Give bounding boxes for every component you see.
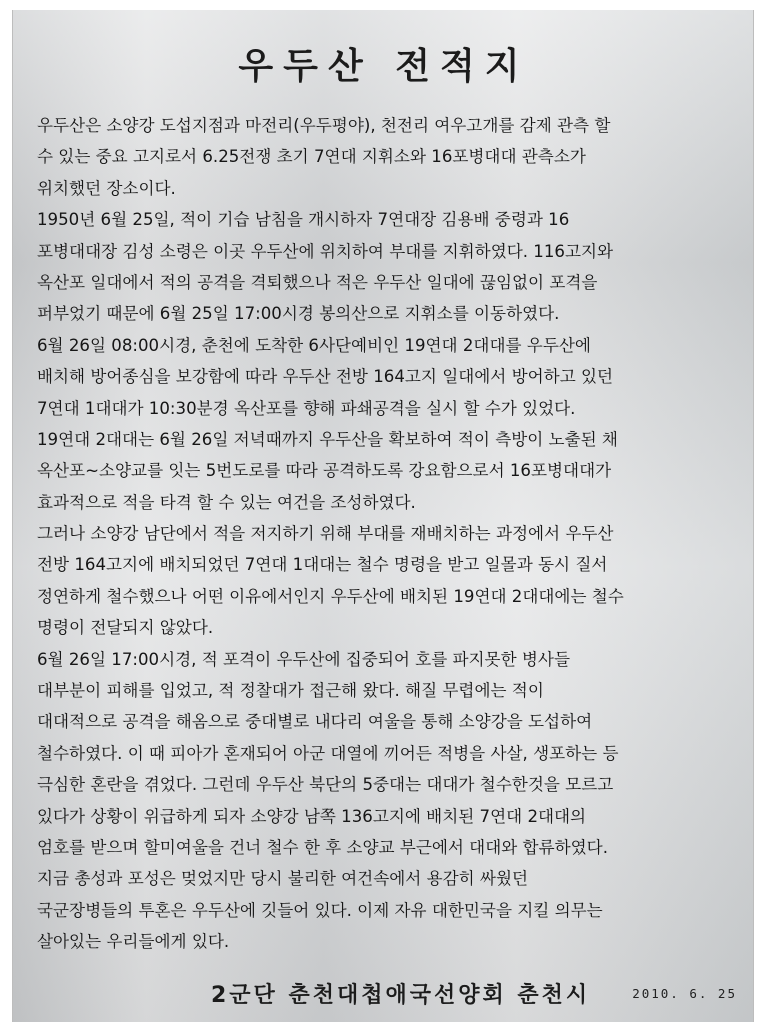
plaque-date: 2010. 6. 25 bbox=[632, 986, 737, 1001]
body-line-14: 그러나 소양강 남단에서 적을 저지하기 위해 부대를 재배치하는 과정에서 우두산 bbox=[37, 524, 614, 544]
body-line-18: 6월 26일 17:00시경, 적 포격이 우두산에 집중되어 호를 파지못한 병사들 bbox=[37, 649, 570, 669]
body-line-7: 퍼부었기 때문에 6월 25일 17:00시경 봉의산으로 지휘소를 이동하였다. bbox=[37, 304, 560, 324]
body-line-27: 살아있는 우리들에게 있다. bbox=[37, 932, 230, 952]
body-line-23: 있다가 상황이 위급하게 되자 소양강 남쪽 136고지에 배치된 7연대 2대대의 bbox=[37, 806, 587, 826]
body-line-10: 7연대 1대대가 10:30분경 옥산포를 향해 파쇄공격을 실시 할 수가 있었다. bbox=[37, 398, 576, 418]
body-line-22: 극심한 혼란을 겪었다. 그런데 우두산 북단의 5중대는 대대가 철수한것을 모르고 bbox=[37, 775, 614, 795]
body-line-2: 수 있는 중요 고지로서 6.25전쟁 초기 7연대 지휘소와 16포병대대 관측소가 bbox=[37, 147, 586, 167]
body-line-4: 1950년 6월 25일, 적이 기습 남침을 개시하자 7연대장 김용배 중령과 16 bbox=[37, 210, 570, 230]
body-line-21: 철수하였다. 이 때 피아가 혼재되어 아군 대열에 끼어든 적병을 사살, 생포하는 등 bbox=[37, 743, 619, 763]
body-line-3: 위치했던 장소이다. bbox=[37, 178, 176, 198]
plaque-signature: 2군단 춘천대첩애국선양회 춘천시 bbox=[211, 983, 591, 1008]
memorial-plaque bbox=[12, 10, 754, 1022]
body-line-16: 정연하게 철수했으나 어떤 이유에서인지 우두산에 배치된 19연대 2대대에는 철수 bbox=[37, 586, 624, 606]
body-line-13: 효과적으로 적을 타격 할 수 있는 여건을 조성하였다. bbox=[37, 492, 416, 512]
body-line-24: 엄호를 받으며 할미여울을 건너 철수 한 후 소양교 부근에서 대대와 합류하였다. bbox=[37, 837, 608, 857]
plaque-body bbox=[37, 110, 737, 958]
body-line-8: 6월 26일 08:00시경, 춘천에 도착한 6사단예비인 19연대 2대대를 우두산에 bbox=[37, 335, 591, 355]
body-line-25: 지금 총성과 포성은 멎었지만 당시 불리한 여건속에서 용감히 싸웠던 bbox=[37, 869, 529, 889]
body-line-11: 19연대 2대대는 6월 26일 저녁때까지 우두산을 확보하여 적이 측방이 노출된 채 bbox=[37, 429, 618, 449]
body-line-20: 대대적으로 공격을 해옴으로 중대별로 내다리 여울을 통해 소양강을 도섭하여 bbox=[37, 712, 593, 732]
body-line-5: 포병대대장 김성 소령은 이곳 우두산에 위치하여 부대를 지휘하였다. 116고지와 bbox=[37, 241, 614, 261]
body-line-9: 배치해 방어종심을 보강함에 따라 우두산 전방 164고지 일대에서 방어하고 있던 bbox=[37, 367, 614, 387]
plaque-title: 우두산 전적지 bbox=[238, 46, 530, 87]
body-line-17: 명령이 전달되지 않았다. bbox=[37, 618, 214, 638]
body-line-26: 국군장병들의 투혼은 우두산에 깃들어 있다. 이제 자유 대한민국을 지킬 의무는 bbox=[37, 900, 603, 920]
body-line-1: 우두산은 소양강 도섭지점과 마전리(우두평야), 천전리 여우고개를 감제 관측 할 bbox=[37, 116, 611, 135]
body-line-15: 전방 164고지에 배치되었던 7연대 1대대는 철수 명령을 받고 일몰과 동시 질서 bbox=[37, 555, 608, 575]
body-line-19: 대부분이 피해를 입었고, 적 정찰대가 접근해 왔다. 해질 무렵에는 적이 bbox=[37, 681, 544, 701]
body-line-6: 옥산포 일대에서 적의 공격을 격퇴했으나 적은 우두산 일대에 끊임없이 포격을 bbox=[37, 272, 598, 292]
body-line-12: 옥산포~소양교를 잇는 5번도로를 따라 공격하도록 강요함으로서 16포병대대가 bbox=[37, 461, 612, 481]
